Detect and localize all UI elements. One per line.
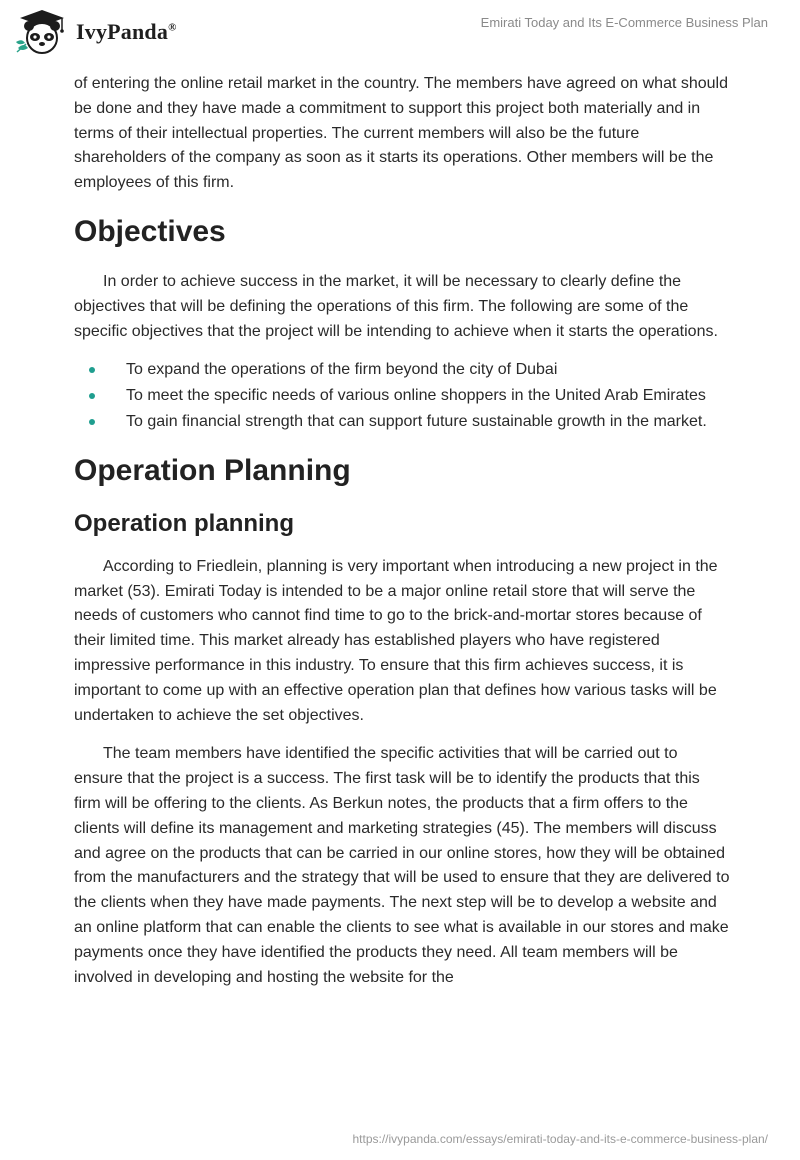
brand-name: IvyPanda® [76, 19, 177, 44]
list-item: To gain financial strength that can support future sustainable growth in the market. [74, 410, 730, 435]
intro-paragraph: of entering the online retail market in the country. The members have agreed on what should be done and they have made a commitment to support this project both materially and in terms of their intellectual properties. The current members will also be the future shareholders of the company as soon as it starts its operations. Other members will be the employees of this firm. [74, 75, 729, 192]
operation-planning-heading: Operation Planning [74, 453, 351, 487]
essay-content [74, 72, 730, 1004]
objectives-list [74, 358, 730, 434]
panda-graduate-icon [14, 8, 70, 56]
operation-paragraph-2: The team members have identified the specific activities that will be carried out to ensure that the project is a success. The first task will be to identify the products that this firm will be offering to the clients. As Berkun notes, the products that a firm offers to the clients will define its management and marketing strategies (45). The members will discuss and agree on the products that can be carried in our online stores, how they will be obtained from the manufacturers and the strategy that will be used to ensure that they are delivered to the clients when they have made payments. The next step will be to develop a website and an online platform that can enable the clients to see what is available in our stores and make payments once they have identified the products they need. All team members will be involved in developing and hosting the website for the [74, 745, 730, 986]
page-header [0, 0, 800, 70]
objectives-heading: Objectives [74, 214, 226, 248]
ivypanda-logo[interactable] [14, 8, 177, 56]
list-item: To expand the operations of the firm beyond the city of Dubai [74, 358, 730, 383]
list-item: To meet the specific needs of various online shoppers in the United Arab Emirates [74, 384, 730, 409]
document-title: Emirati Today and Its E-Commerce Business Plan [480, 15, 768, 30]
objectives-paragraph: In order to achieve success in the market, it will be necessary to clearly define the objectives that will be defining the operations of this firm. The following are some of the specific objectives that the project will be intending to achieve when it starts the operations. [74, 272, 718, 340]
operation-planning-subheading: Operation planning [74, 509, 294, 537]
operation-paragraph-1: According to Friedlein, planning is very important when introducing a new project in the market (53). Emirati Today is intended to be a major online retail store that will serve the needs of customers who cannot find time to go to the brick-and-mortar stores because of their limited time. This market already has established players who have registered impressive performance in this industry. To ensure that this firm achieves success, it is important to come up with an effective operation plan that defines how various tasks will be undertaken to achieve the set objectives. [74, 557, 718, 724]
source-url[interactable]: https://ivypanda.com/essays/emirati-today-and-its-e-commerce-business-plan/ [352, 1132, 768, 1146]
bullet-icon [89, 393, 95, 399]
bullet-icon [89, 367, 95, 373]
bullet-icon [89, 419, 95, 425]
